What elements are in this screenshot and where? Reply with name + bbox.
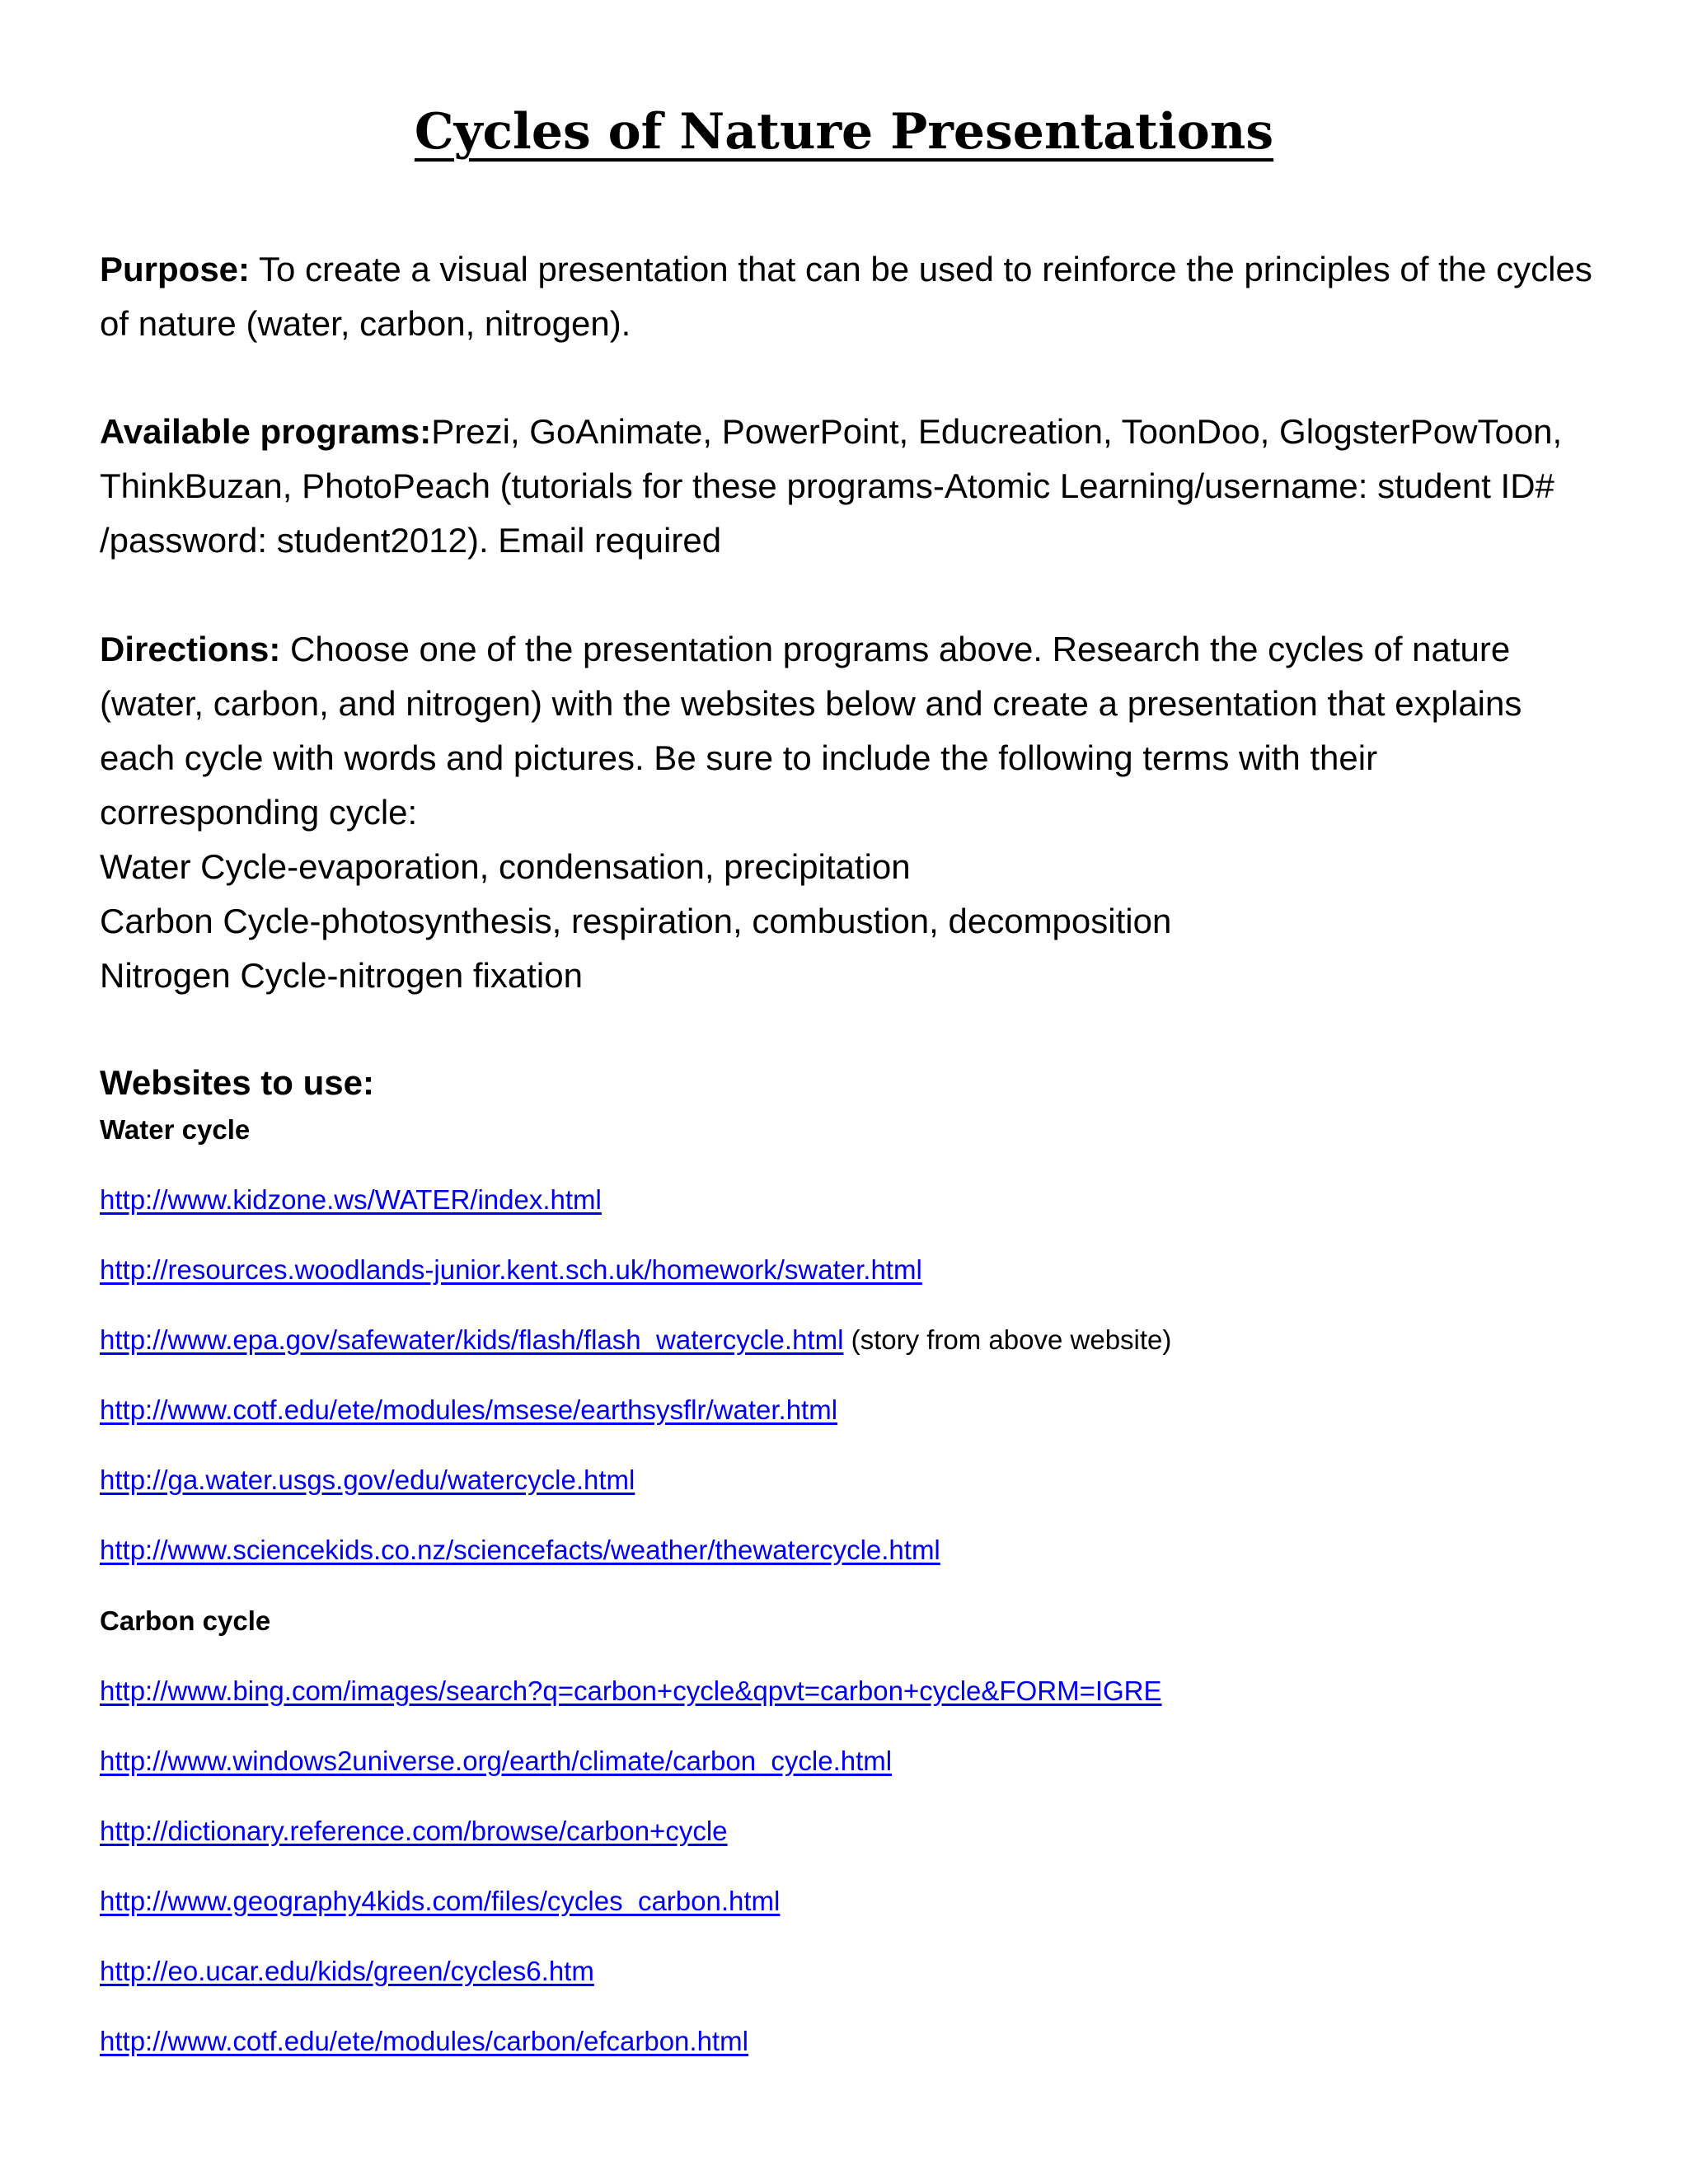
term-line-water: Water Cycle-evaporation, condensation, precipitation: [100, 847, 911, 886]
water-link-3[interactable]: http://www.epa.gov/safewater/kids/flash/flash_watercycle.html: [100, 1324, 844, 1355]
term-line-nitrogen: Nitrogen Cycle-nitrogen fixation: [100, 956, 583, 995]
directions-text: Choose one of the presentation programs above. Research the cycles of nature (water, carbon, and nitrogen) with the websites below and create a presentation that explains each cycle with words and pictures. Be sure to include the following terms with their corresponding cycle:: [100, 630, 1522, 832]
carbon-link-4[interactable]: http://www.geography4kids.com/files/cycles_carbon.html: [100, 1886, 781, 1916]
list-item: [100, 1671, 1162, 1741]
water-link-5[interactable]: http://ga.water.usgs.gov/edu/watercycle.html: [100, 1465, 635, 1495]
link-note: (story from above website): [843, 1324, 1172, 1355]
directions-paragraph: [100, 622, 1600, 840]
carbon-link-5[interactable]: http://eo.ucar.edu/kids/green/cycles6.htm: [100, 1956, 594, 1986]
term-line-carbon: Carbon Cycle-photosynthesis, respiration, combustion, decomposition: [100, 902, 1172, 940]
water-cycle-links: [100, 1180, 1171, 1601]
list-item: [100, 1741, 1162, 1811]
carbon-link-6[interactable]: http://www.cotf.edu/ete/modules/carbon/efcarbon.html: [100, 2026, 748, 2056]
list-item: [100, 1811, 1162, 1882]
list-item: [100, 1390, 1171, 1460]
list-item: [100, 1952, 1162, 2022]
carbon-link-3[interactable]: http://dictionary.reference.com/browse/carbon+cycle: [100, 1816, 728, 1846]
purpose-label: Purpose:: [100, 250, 251, 288]
purpose-text: To create a visual presentation that can be used to reinforce the principles of the cycles of nature (water, carbon, nitrogen).: [100, 250, 1592, 343]
list-item: [100, 1530, 1171, 1601]
carbon-cycle-links: [100, 1671, 1162, 2092]
programs-text: Prezi, GoAnimate, PowerPoint, Educreation, ToonDoo, GlogsterPowToon, ThinkBuzan, PhotoPeach (tutorials for these programs-Atomic Learning/username: student ID# /password: student2012). Email required: [100, 412, 1563, 560]
list-item: [100, 2022, 1162, 2092]
directions-label: Directions:: [100, 630, 281, 668]
websites-heading: Websites to use:: [100, 1063, 374, 1102]
water-link-1[interactable]: http://www.kidzone.ws/WATER/index.html: [100, 1184, 602, 1215]
list-item: [100, 1882, 1162, 1952]
list-item: [100, 1250, 1171, 1320]
list-item: [100, 1460, 1171, 1530]
purpose-section: [100, 242, 1600, 351]
carbon-link-2[interactable]: http://www.windows2universe.org/earth/climate/carbon_cycle.html: [100, 1746, 893, 1776]
programs-paragraph: [100, 405, 1600, 568]
water-cycle-label: Water cycle: [100, 1114, 251, 1145]
directions-section: [100, 622, 1600, 1003]
water-link-6[interactable]: http://www.sciencekids.co.nz/sciencefacts/weather/thewatercycle.html: [100, 1535, 940, 1565]
purpose-paragraph: [100, 242, 1600, 351]
list-item: [100, 1180, 1171, 1250]
programs-section: [100, 405, 1600, 568]
carbon-link-1[interactable]: http://www.bing.com/images/search?q=carbon+cycle&qpvt=carbon+cycle&FORM=IGRE: [100, 1675, 1162, 1706]
water-link-2[interactable]: http://resources.woodlands-junior.kent.sch.uk/homework/swater.html: [100, 1254, 922, 1285]
water-link-4[interactable]: http://www.cotf.edu/ete/modules/msese/earthsysflr/water.html: [100, 1394, 838, 1425]
programs-label: Available programs:: [100, 412, 432, 451]
carbon-cycle-label: Carbon cycle: [100, 1605, 271, 1636]
page-title: Cycles of Nature Presentations: [414, 103, 1274, 161]
list-item: [100, 1320, 1171, 1390]
